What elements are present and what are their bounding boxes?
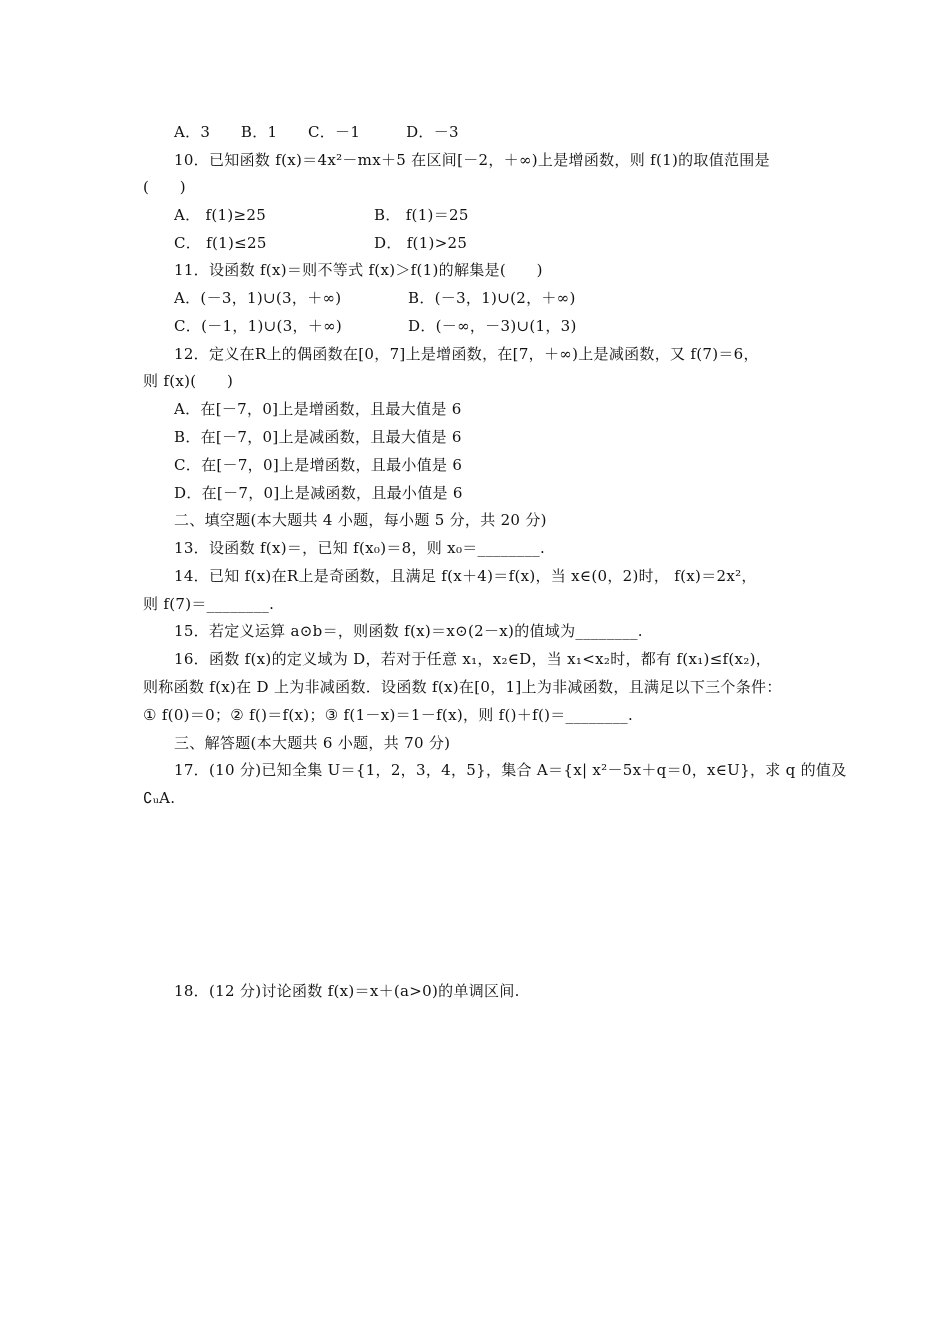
q11-option-d: D．(－∞，－3)∪(1，3) <box>408 317 577 335</box>
q10-option-a: A． f(1)≥25 <box>174 206 267 224</box>
q11-options-row2 <box>174 316 577 336</box>
q18-stem: 18．(12 分)讨论函数 f(x)＝x＋(a>0)的单调区间. <box>174 982 520 1000</box>
q11-stem: 11．设函数 f(x)＝则不等式 f(x)＞f(1)的解集是( ) <box>174 261 543 279</box>
q11-option-b: B．(－3，1)∪(2，＋∞) <box>408 289 576 307</box>
section-fill-in-heading: 二、填空题(本大题共 4 小题，每小题 5 分，共 20 分) <box>174 511 547 529</box>
q11-option-a: A．(－3，1)∪(3，＋∞) <box>174 289 342 307</box>
q13-stem: 13．设函数 f(x)＝，已知 f(x₀)＝8，则 x₀＝________. <box>174 539 546 557</box>
q12-option-b: B．在[－7，0]上是减函数，且最大值是 6 <box>174 428 462 446</box>
q9-options: A．3 B．1 C．－1 D．－3 <box>174 123 459 141</box>
q10-option-b: B． f(1)＝25 <box>374 206 469 224</box>
q15-stem: 15．若定义运算 a⊙b＝，则函数 f(x)＝x⊙(2－x)的值域为________. <box>174 622 643 640</box>
q10-options-row2 <box>174 233 468 253</box>
q11-options-row1 <box>174 288 576 308</box>
q16-stem: 16．函数 f(x)的定义域为 D，若对于任意 x₁，x₂∈D，当 x₁<x₂时，都有 f(x₁)≤f(x₂)， <box>174 650 772 668</box>
q10-options-row1 <box>174 205 469 225</box>
q12-option-a: A．在[－7，0]上是增函数，且最大值是 6 <box>174 400 462 418</box>
q12-stem: 12．定义在R上的偶函数在[0，7]上是增函数，在[7，＋∞)上是减函数，又 f(7)＝6， <box>174 345 759 363</box>
q14-stem: 14．已知 f(x)在R上是奇函数，且满足 f(x＋4)＝f(x)，当 x∈(0，2)时， f(x)＝2x²， <box>174 567 757 585</box>
q10-option-d: D． f(1)>25 <box>374 234 468 252</box>
section-solution-heading: 三、解答题(本大题共 6 小题，共 70 分) <box>174 734 451 752</box>
q10-stem: 10．已知函数 f(x)＝4x²－mx＋5 在区间[－2，＋∞)上是增函数，则 f(1)的取值范围是 <box>174 151 770 169</box>
q16-conditions: ① f(0)＝0；② f()＝f(x)；③ f(1－x)＝1－f(x)，则 f()＋f()＝________. <box>143 706 634 724</box>
q17-stem-cont: ∁ᵤA. <box>143 789 176 807</box>
q17-stem: 17．(10 分)已知全集 U＝{1，2，3，4，5}，集合 A＝{x| x²－5x＋q＝0，x∈U}，求 q 的值及 <box>174 761 847 779</box>
q10-option-c: C． f(1)≤25 <box>174 234 267 252</box>
q10-answer-blank: ( ) <box>143 178 186 196</box>
q14-stem-cont: 则 f(7)＝________. <box>143 595 275 613</box>
q11-option-c: C．(－1，1)∪(3，＋∞) <box>174 317 343 335</box>
q16-stem-cont: 则称函数 f(x)在 D 上为非减函数．设函数 f(x)在[0，1]上为非减函数，且满足以下三个条件： <box>143 678 782 696</box>
q12-option-d: D．在[－7，0]上是减函数，且最小值是 6 <box>174 484 463 502</box>
q12-stem-cont: 则 f(x)( ) <box>143 372 234 390</box>
q12-option-c: C．在[－7，0]上是增函数，且最小值是 6 <box>174 456 463 474</box>
